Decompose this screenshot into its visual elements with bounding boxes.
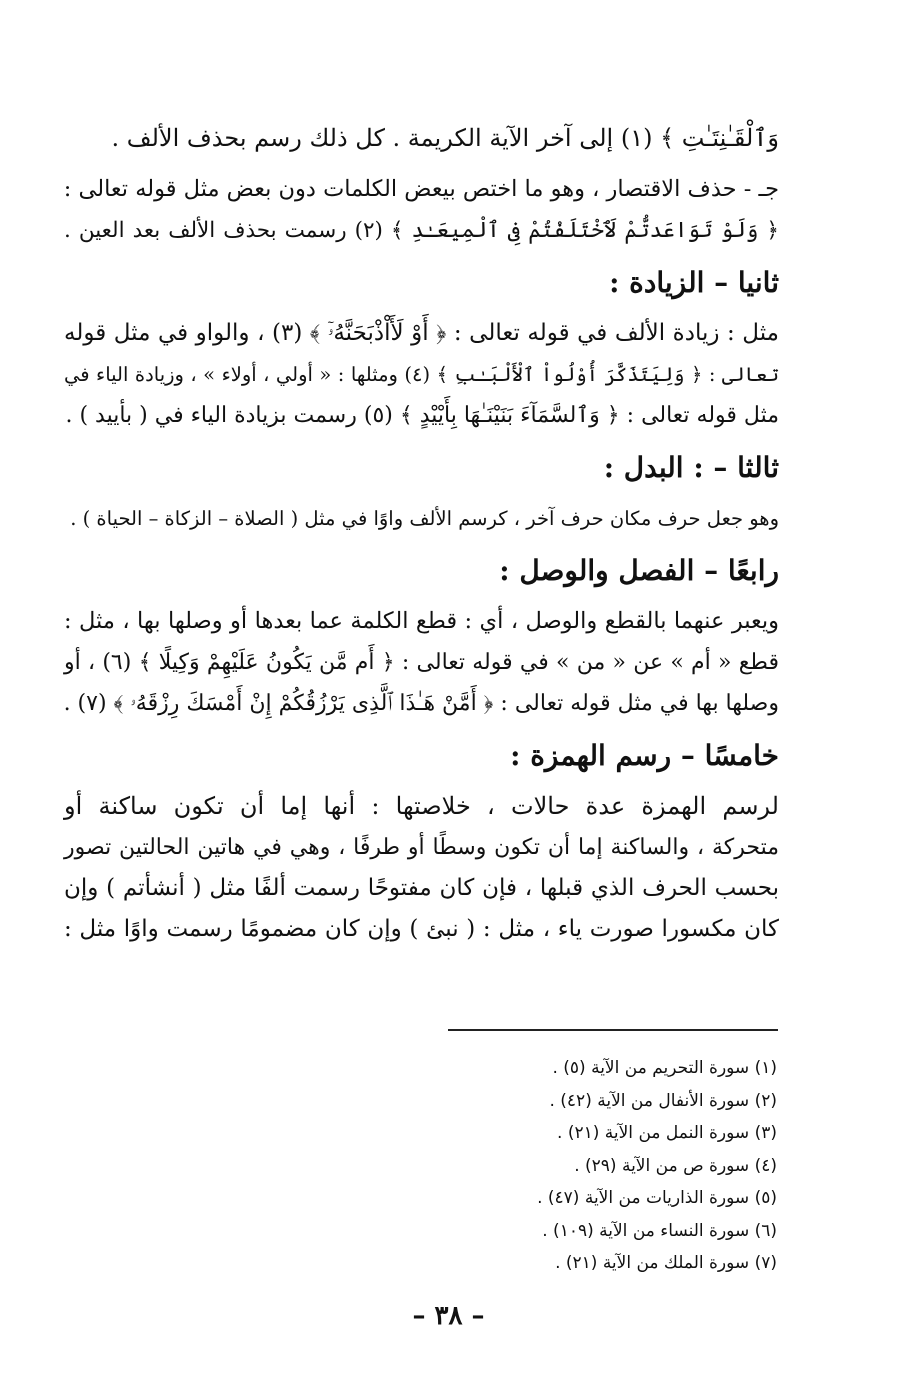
body-line: بحسب الحرف الذي قبلها ، فإن كان مفتوحًا رسمت ألفًا مثل ( أنشأتم ) وإن [64,875,779,901]
body-line: جـ - حذف الاقتصار ، وهو ما اختص بيعض الكلمات دون بعض مثل قوله تعالى : [63,176,779,202]
body-line: وصلها بها في مثل قوله تعالى : ﴿ أَمَّنْ هَـٰذَا ٱلَّذِى يَرْزُقُكُمْ إِنْ أَمْسَكَ رِزْقَهُۥ ﴾ (٧) . [63,691,779,716]
body-line: وهو جعل حرف مكان حرف آخر ، كرسم الألف واوًا في مثل ( الصلاة – الزكاة – الحياة ) . [70,507,779,530]
footnote: (١) سورة التحريم من الآية (٥) . [552,1058,777,1078]
section-heading: خامسًا – رسم الهمزة : [510,739,779,772]
body-line: ويعبر عنهما بالقطع والوصل ، أي : قطع الكلمة عما بعدها أو وصلها بها ، مثل : [64,608,779,634]
footnotes [377,1052,777,1280]
body-line: وَٱلْقَـٰنِتَـٰتِ ﴾ (١) إلى آخر الآية الكريمة . كل ذلك رسم بحذف الألف . [111,124,779,152]
footnote: (٦) سورة النساء من الآية (١٠٩) . [542,1220,777,1241]
footnote-separator [448,1029,778,1031]
footnote: (٥) سورة الذاريات من الآية (٤٧) . [537,1188,777,1208]
body-line: لرسم الهمزة عدة حالات ، خلاصتها : أنها إما أن تكون ساكنة أو [64,792,779,820]
section-heading: ثانيا – الزيادة : [609,266,779,299]
page-body [64,118,779,950]
section-heading: رابعًا – الفصل والوصل : [499,554,779,587]
body-line: مثل : زيادة الألف في قوله تعالى : ﴿ أَوْ لَأَاْذْبَحَنَّهُۥٓ ﴾ (٣) ، والواو في مثل قوله [64,320,779,346]
footnote: (٣) سورة النمل من الآية (٢١) . [557,1123,777,1143]
body-line: ﴿ وَلَوْ تَوَاعَدتُّمْ لَٱخْتَلَفْتُمْ فِى ٱلْمِيعَـٰدِ ﴾ (٢) رسمت بحذف الألف بعد العين . [64,218,779,243]
body-line: تعالى : ﴿ وَلِيَتَذَكَّرَ أُوْلُواْ ٱلْأَلْبَـٰبِ ﴾ (٤) ومثلها : « أولي ، أولاء » ، وزيادة الياء في [64,363,779,386]
section-heading: ثالثا – : البدل : [603,451,779,484]
footnote: (٢) سورة الأنفال من الآية (٤٢) . [549,1090,777,1111]
body-line: مثل قوله تعالى : ﴿ وَٱلسَّمَآءَ بَنَيْنَـٰهَا بِأَيْيْدٍ ﴾ (٥) رسمت بزيادة الياء في ( بأييد ) . [65,403,779,428]
body-line: كان مكسورا صورت ياء ، مثل : ( نبئ ) وإن كان مضمومًا رسمت واوًا مثل : [64,916,779,942]
body-line: متحركة ، والساكنة إما أن تكون وسطًا أو طرفًا ، وهي في هاتين الحالتين تصور [64,835,779,860]
body-line: قطع « أم » عن « من » في قوله تعالى : ﴿ أَم مَّن يَكُونُ عَلَيْهِمْ وَكِيلًا ﴾ (٦) ، أو [64,650,779,675]
footnote: (٤) سورة ص من الآية (٢٩) . [574,1155,777,1176]
footnote: (٧) سورة الملك من الآية (٢١) . [555,1253,777,1273]
page-number: – ٣٨ – [412,1301,485,1331]
